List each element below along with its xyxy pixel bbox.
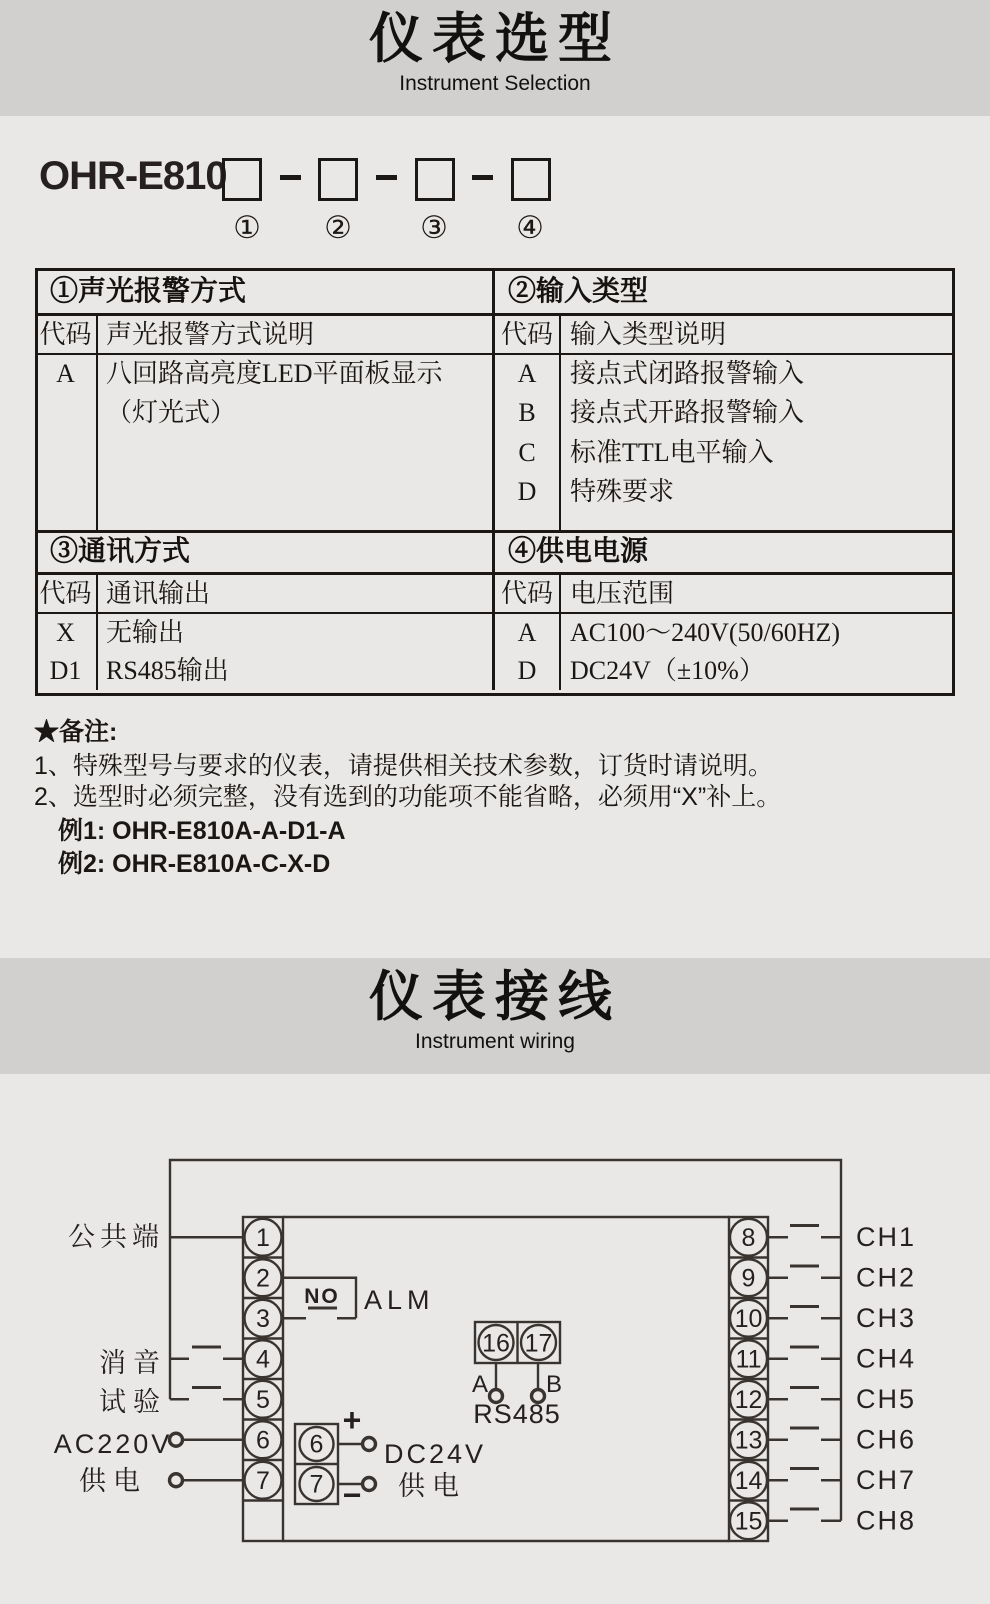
terminal-12-label: 12 — [734, 1386, 763, 1414]
selection-title: 仪表选型 — [369, 9, 621, 69]
wiring-header-band — [0, 958, 990, 1074]
model-box-3 — [415, 158, 455, 201]
dc-plus-point — [363, 1438, 376, 1451]
terminal-17-label: 17 — [524, 1329, 553, 1358]
no-contact-label: NO — [304, 1285, 340, 1308]
sec4-col-desc: 电压范围 — [570, 578, 675, 608]
ch8-switch — [768, 1509, 841, 1521]
ch2-label: CH2 — [856, 1262, 917, 1293]
sec2-row4-code: D — [517, 477, 537, 506]
sec2-row1-code: A — [517, 359, 537, 388]
ac-sub-label: 供电 — [79, 1466, 147, 1496]
ch7-label: CH7 — [856, 1465, 917, 1495]
test-label: 试验 — [99, 1387, 167, 1417]
terminal-14-label: 14 — [734, 1467, 763, 1495]
mute-switch — [170, 1347, 243, 1359]
sec3-col-desc: 通讯输出 — [106, 578, 211, 608]
terminal-9-label: 9 — [741, 1264, 756, 1293]
sec3-row2-code: D1 — [49, 656, 82, 685]
plus-sign: + — [342, 1402, 362, 1438]
sec2-row4-desc: 特殊要求 — [570, 477, 675, 506]
sec1-row-code: A — [56, 359, 75, 388]
sec4-row2-desc: DC24V（±10%） — [570, 656, 765, 685]
common-label: 公共端 — [68, 1222, 164, 1252]
ch6-switch — [768, 1428, 841, 1440]
sec1-title: ①声光报警方式 — [50, 275, 247, 306]
sec4-row1-code: A — [517, 618, 537, 647]
sec3-col-code: 代码 — [39, 578, 92, 608]
sec3-row1-code: X — [56, 618, 75, 647]
notes-example-1: 例1: OHR-E810A-A-D1-A — [58, 817, 346, 845]
terminal-8-label: 8 — [741, 1224, 756, 1252]
wiring-diagram — [0, 1075, 990, 1604]
sec2-row2-code: B — [518, 398, 536, 427]
table-vline — [96, 572, 98, 690]
minus-sign: − — [342, 1477, 362, 1513]
sec3-row1-desc: 无输出 — [106, 618, 185, 647]
table-vline — [559, 313, 561, 532]
notes-item-1: 1、特殊型号与要求的仪表，请提供相关技术参数，订货时请说明。 — [34, 752, 773, 780]
model-box-1 — [222, 158, 262, 201]
sec2-row2-desc: 接点式开路报警输入 — [570, 398, 805, 427]
rs485-a-label: A — [471, 1371, 488, 1398]
sec4-col-code: 代码 — [500, 578, 553, 608]
dc-minus-point — [363, 1478, 376, 1491]
mute-label: 消音 — [99, 1348, 167, 1378]
selection-header-band — [0, 0, 990, 116]
terminal-15-label: 15 — [734, 1507, 763, 1536]
terminal-16-label: 16 — [482, 1329, 510, 1358]
ch1-label: CH1 — [856, 1222, 917, 1252]
sec2-row3-desc: 标准TTL电平输入 — [570, 438, 774, 467]
sec4-row2-code: D — [517, 656, 537, 685]
terminal-7-label: 7 — [256, 1467, 270, 1495]
model-prefix: OHR-E810 — [39, 154, 227, 198]
ch4-switch — [768, 1347, 841, 1359]
sec3-title: ③通讯方式 — [50, 535, 191, 566]
rs485-label: RS485 — [473, 1399, 561, 1429]
ch3-label: CH3 — [856, 1303, 917, 1333]
ch3-switch — [768, 1307, 841, 1319]
notes-example-2: 例2: OHR-E810A-C-X-D — [58, 850, 331, 878]
sec2-row1-desc: 接点式闭路报警输入 — [570, 359, 805, 388]
terminal-11-label: 11 — [735, 1345, 762, 1374]
dc-terminal-6-label: 6 — [309, 1430, 324, 1459]
terminal-1-label: 1 — [256, 1224, 270, 1252]
table-vline — [559, 572, 561, 690]
terminal-10-label: 10 — [734, 1305, 763, 1333]
ch2-switch — [768, 1266, 841, 1278]
table-vline — [96, 313, 98, 532]
dc-sub-label: 供电 — [398, 1471, 466, 1501]
notes-item-2: 2、选型时必须完整，没有选到的功能项不能省略，必须用“X”补上。 — [34, 783, 782, 811]
test-switch — [170, 1388, 243, 1400]
terminal-4-label: 4 — [256, 1345, 270, 1374]
model-pos-3: ③ — [420, 210, 448, 245]
wiring-title: 仪表接线 — [369, 967, 621, 1027]
sec2-row3-code: C — [518, 438, 536, 467]
wiring-labels — [54, 1222, 916, 1536]
model-pos-1: ① — [233, 210, 261, 245]
model-dash-2 — [376, 175, 397, 180]
model-pos-2: ② — [324, 210, 352, 245]
notes-title: ★备注: — [34, 718, 118, 746]
model-dash-3 — [472, 175, 493, 180]
model-box-4 — [511, 158, 551, 201]
sec1-col-code: 代码 — [39, 319, 92, 349]
ch4-label: CH4 — [856, 1343, 917, 1374]
sec4-title: ④供电电源 — [508, 535, 649, 566]
terminal-2-label: 2 — [256, 1264, 270, 1293]
ch7-switch — [768, 1469, 841, 1481]
ch6-label: CH6 — [856, 1424, 917, 1455]
ac-point-2 — [170, 1474, 183, 1487]
dc-terminal-7-label: 7 — [309, 1470, 324, 1499]
rs485-b-label: B — [546, 1371, 563, 1398]
model-dash-1 — [280, 175, 301, 180]
terminal-13-label: 13 — [734, 1426, 763, 1455]
ac-label: AC220V — [53, 1429, 173, 1459]
model-pos-4: ④ — [516, 210, 544, 245]
terminal-3-label: 3 — [256, 1305, 270, 1333]
wiring-subtitle: Instrument wiring — [415, 1030, 575, 1053]
terminal-5-label: 5 — [256, 1386, 270, 1414]
terminal-6-label: 6 — [256, 1426, 270, 1455]
sec1-col-desc: 声光报警方式说明 — [106, 319, 315, 349]
sec2-col-code: 代码 — [500, 319, 553, 349]
channel-switches — [768, 1226, 841, 1521]
ch5-switch — [768, 1388, 841, 1400]
sec1-row-desc: 八回路高亮度LED平面板显示 — [106, 359, 443, 388]
ch8-label: CH8 — [856, 1505, 917, 1536]
sec2-col-desc: 输入类型说明 — [570, 319, 727, 349]
sec2-title: ②输入类型 — [508, 275, 649, 306]
sec1-row-desc2: （灯光式） — [106, 398, 237, 427]
model-box-2 — [318, 158, 358, 201]
sec4-row1-desc: AC100～240V(50/60HZ) — [570, 618, 841, 647]
ch5-label: CH5 — [856, 1384, 917, 1414]
selection-subtitle: Instrument Selection — [399, 72, 591, 95]
alm-label: ALM — [364, 1285, 435, 1315]
sec3-row2-desc: RS485输出 — [106, 656, 229, 685]
dc-label: DC24V — [384, 1439, 487, 1469]
ch1-switch — [768, 1226, 841, 1238]
